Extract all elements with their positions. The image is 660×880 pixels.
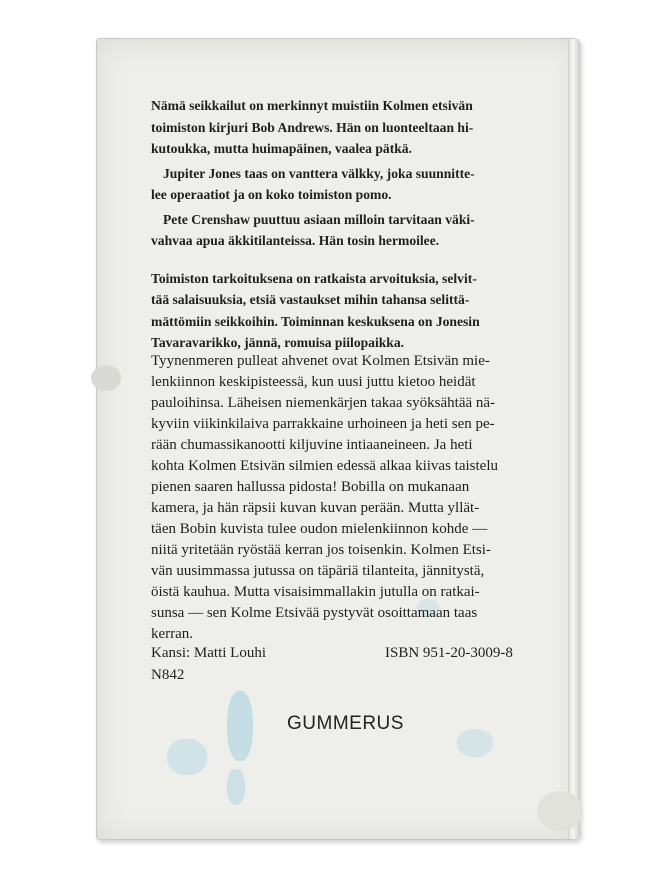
synopsis-line: lenkiinnon keskipisteessä, kun uusi juttu kietoo heidät	[151, 374, 476, 390]
blurb-line: lee operaatiot ja on koko toimiston pomo.	[151, 187, 392, 202]
synopsis-line: pauloihinsa. Läheisen niemenkärjen takaa syöksähtää nä-	[151, 395, 496, 411]
synopsis-line: täen Bobin kuvista tulee oudon mielenkiinnon kohde —	[151, 521, 488, 537]
blurb-line: mättömiin seikkoihin. Toiminnan keskuksena on Jonesin	[151, 313, 480, 329]
isbn-number: ISBN 951-20-3009-8	[385, 645, 513, 661]
synopsis-line: niitä yritetään ryöstää kerran jos toisenkin. Kolmen Etsi-	[151, 542, 491, 558]
blurb-line: tää salaisuuksia, etsiä vastaukset mihin tahansa selittä-	[151, 292, 470, 307]
blurb-line: Pete Crenshaw puuttuu asiaan milloin tarvitaan väki-	[163, 211, 475, 227]
blurb-line: Toimiston tarkoituksena on ratkaista arvoituksia, selvit-	[151, 270, 477, 286]
synopsis-line: Tyynenmeren pulleat ahvenet ovat Kolmen Etsivän mie-	[151, 353, 490, 369]
blurb-line: Tavaravarikko, jännä, romuisa piilopaikka.	[151, 335, 405, 350]
blurb-line: Nämä seikkailut on merkinnyt muistiin Kolmen etsivän	[151, 98, 473, 113]
synopsis-line: kerran.	[151, 626, 194, 642]
book-spine-edge	[568, 39, 579, 839]
synopsis-line: rään chumassikanootti kiljuvine intiaaneineen. Ja heti	[151, 437, 473, 453]
blurb-line: Jupiter Jones taas on vanttera välkky, joka suunnitte-	[163, 165, 475, 181]
blue-ink-stain	[227, 769, 245, 805]
synopsis-line: kamera, ja hän räpsii kuvan kuvan perään. Mutta yllät-	[151, 500, 480, 516]
blue-ink-stain	[227, 691, 253, 761]
blurb-line: toimiston kirjuri Bob Andrews. Hän on luonteeltaan hi-	[151, 119, 474, 135]
cover-artist-credit: Kansi: Matti Louhi	[151, 645, 266, 661]
cover-wear-mark	[537, 791, 583, 831]
publisher-logo: GUMMERUS	[287, 713, 404, 734]
book-synopsis	[151, 351, 519, 645]
blurb-line: kutoukka, mutta huimapäinen, vaalea pätkä.	[151, 141, 412, 156]
book-back-cover	[96, 38, 580, 840]
synopsis-line: kohta Kolmen Etsivän silmien edessä alkaa kiivas taistelu	[151, 458, 498, 474]
cover-wear-mark	[91, 365, 121, 391]
blue-ink-stain	[457, 729, 493, 757]
series-blurb	[151, 95, 519, 354]
synopsis-line: öistä kauhua. Mutta visaisimmallakin jutulla on ratkai-	[151, 584, 480, 600]
synopsis-line: kyviin viikinkilaiva parrakkaine urhoineen ja heti sen pe-	[151, 416, 495, 432]
synopsis-line: vän uusimmassa jutussa on täpäriä tilanteita, jännitystä,	[151, 563, 485, 579]
blurb-line: vahvaa apua äkkitilanteissa. Hän tosin hermoilee.	[151, 233, 440, 248]
catalog-code: N842	[151, 667, 185, 683]
synopsis-line: sunsa — sen Kolme Etsivää pystyvät osoittamaan taas	[151, 605, 478, 621]
blue-ink-stain	[167, 739, 207, 775]
synopsis-line: pienen saaren hallussa pidosta! Bobilla on mukanaan	[151, 479, 470, 495]
